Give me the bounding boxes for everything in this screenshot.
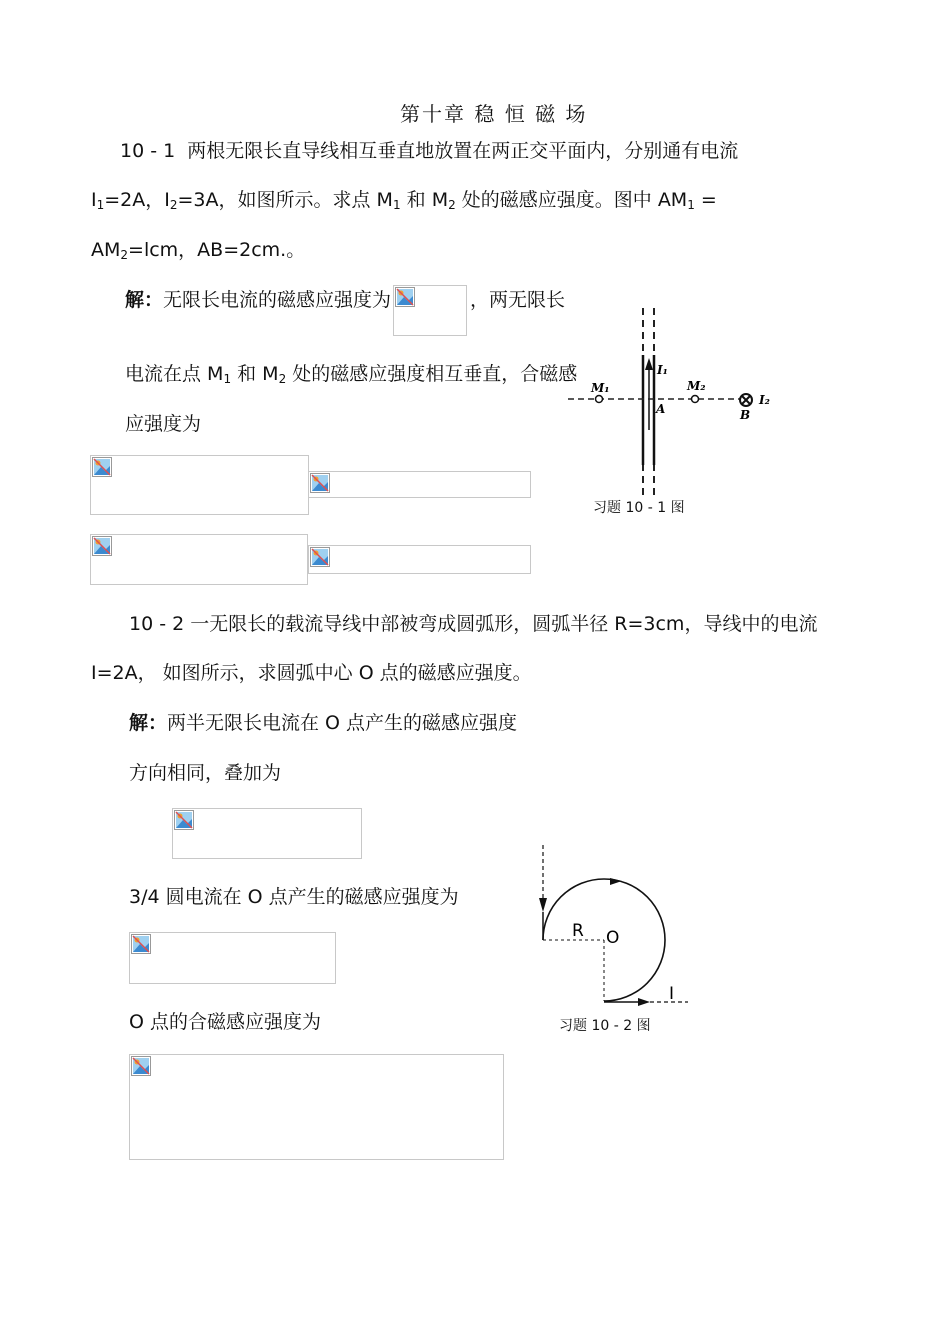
problem-1-line-3: $AM_2=lcm$，AB=2cm.。 [91, 239, 306, 262]
formula-image-6 [172, 808, 362, 859]
problem-2-line-6: O 点的合磁感应强度为 [129, 1011, 321, 1033]
problem-1-solution-line: 解：无限长电流的磁感应强度为 [125, 289, 392, 311]
broken-image-icon [310, 547, 330, 567]
label-i2: I₂ [759, 393, 770, 407]
figure-10-2-caption: 习题 10 - 2 图 [559, 1018, 651, 1034]
formula-image-3 [308, 471, 531, 498]
figure-10-1 [560, 300, 790, 500]
label-i: I [669, 984, 675, 1004]
problem-1-number: 10 - 1 [120, 140, 176, 162]
figure-10-1-caption: 习题 10 - 1 图 [593, 500, 685, 516]
wire-top-arrowhead [539, 898, 547, 912]
problem-1-line-6: 应强度为 [125, 413, 202, 435]
point-m1 [596, 396, 603, 403]
broken-image-icon [92, 536, 112, 556]
label-i1: I₁ [657, 363, 668, 377]
label-r: R [572, 921, 584, 941]
formula-image-7 [129, 932, 336, 984]
label-b: B [740, 408, 751, 422]
arc-arrowhead [610, 878, 622, 885]
label-m1: M₁ [591, 381, 610, 395]
formula-image-5 [308, 545, 531, 574]
broken-image-icon [174, 810, 194, 830]
figure-10-2 [530, 840, 710, 1015]
formula-image-8 [129, 1054, 504, 1160]
solution-label: 解： [129, 712, 168, 734]
formula-image-2 [90, 455, 309, 515]
problem-2-line-1: 10 - 2 一无限长的载流导线中部被弯成圆弧形，圆弧半径 R=3cm，导线中的电流 [129, 613, 818, 635]
broken-image-icon [131, 1056, 151, 1076]
label-a: A [656, 402, 666, 416]
problem-1-line-1 [120, 139, 738, 163]
broken-image-icon [131, 934, 151, 954]
problem-2-line-5: 3/4 圆电流在 O 点产生的磁感应强度为 [129, 886, 459, 908]
problem-1-line-5: 电流在点 $M_1$ 和 $M_2$ 处的磁感应强度相互垂直，合磁感 [125, 363, 578, 386]
problem-1-text: 两根无限长直导线相互垂直地放置在两正交平面内，分别通有电流 [187, 140, 739, 162]
broken-image-icon [395, 287, 415, 307]
problem-1-solution-after: ，两无限长 [470, 289, 566, 311]
broken-image-icon [92, 457, 112, 477]
problem-1-line-2: $I_1=2A$，$I_2=3A$，如图所示。求点 $M_1$ 和 $M_2$ 处的磁感应强度。图中 $AM_1$ = [91, 189, 717, 212]
problem-2-line-4: 方向相同，叠加为 [129, 762, 282, 784]
label-o: O [606, 928, 620, 948]
chapter-title: 第十章 稳 恒 磁 场 [400, 102, 588, 126]
broken-image-icon [310, 473, 330, 493]
formula-image-4 [90, 534, 308, 585]
point-m2 [692, 396, 699, 403]
problem-2-solution-line: 解：两半无限长电流在 O 点产生的磁感应强度 [129, 712, 518, 734]
label-m2: M₂ [687, 379, 706, 393]
current-i1-arrowhead [645, 358, 653, 370]
problem-2-line-2: I=2A， 如图所示，求圆弧中心 O 点的磁感应强度。 [91, 662, 532, 684]
formula-image-1 [393, 285, 467, 336]
solution-label: 解： [125, 289, 164, 311]
wire-bottom-arrowhead [638, 998, 650, 1006]
